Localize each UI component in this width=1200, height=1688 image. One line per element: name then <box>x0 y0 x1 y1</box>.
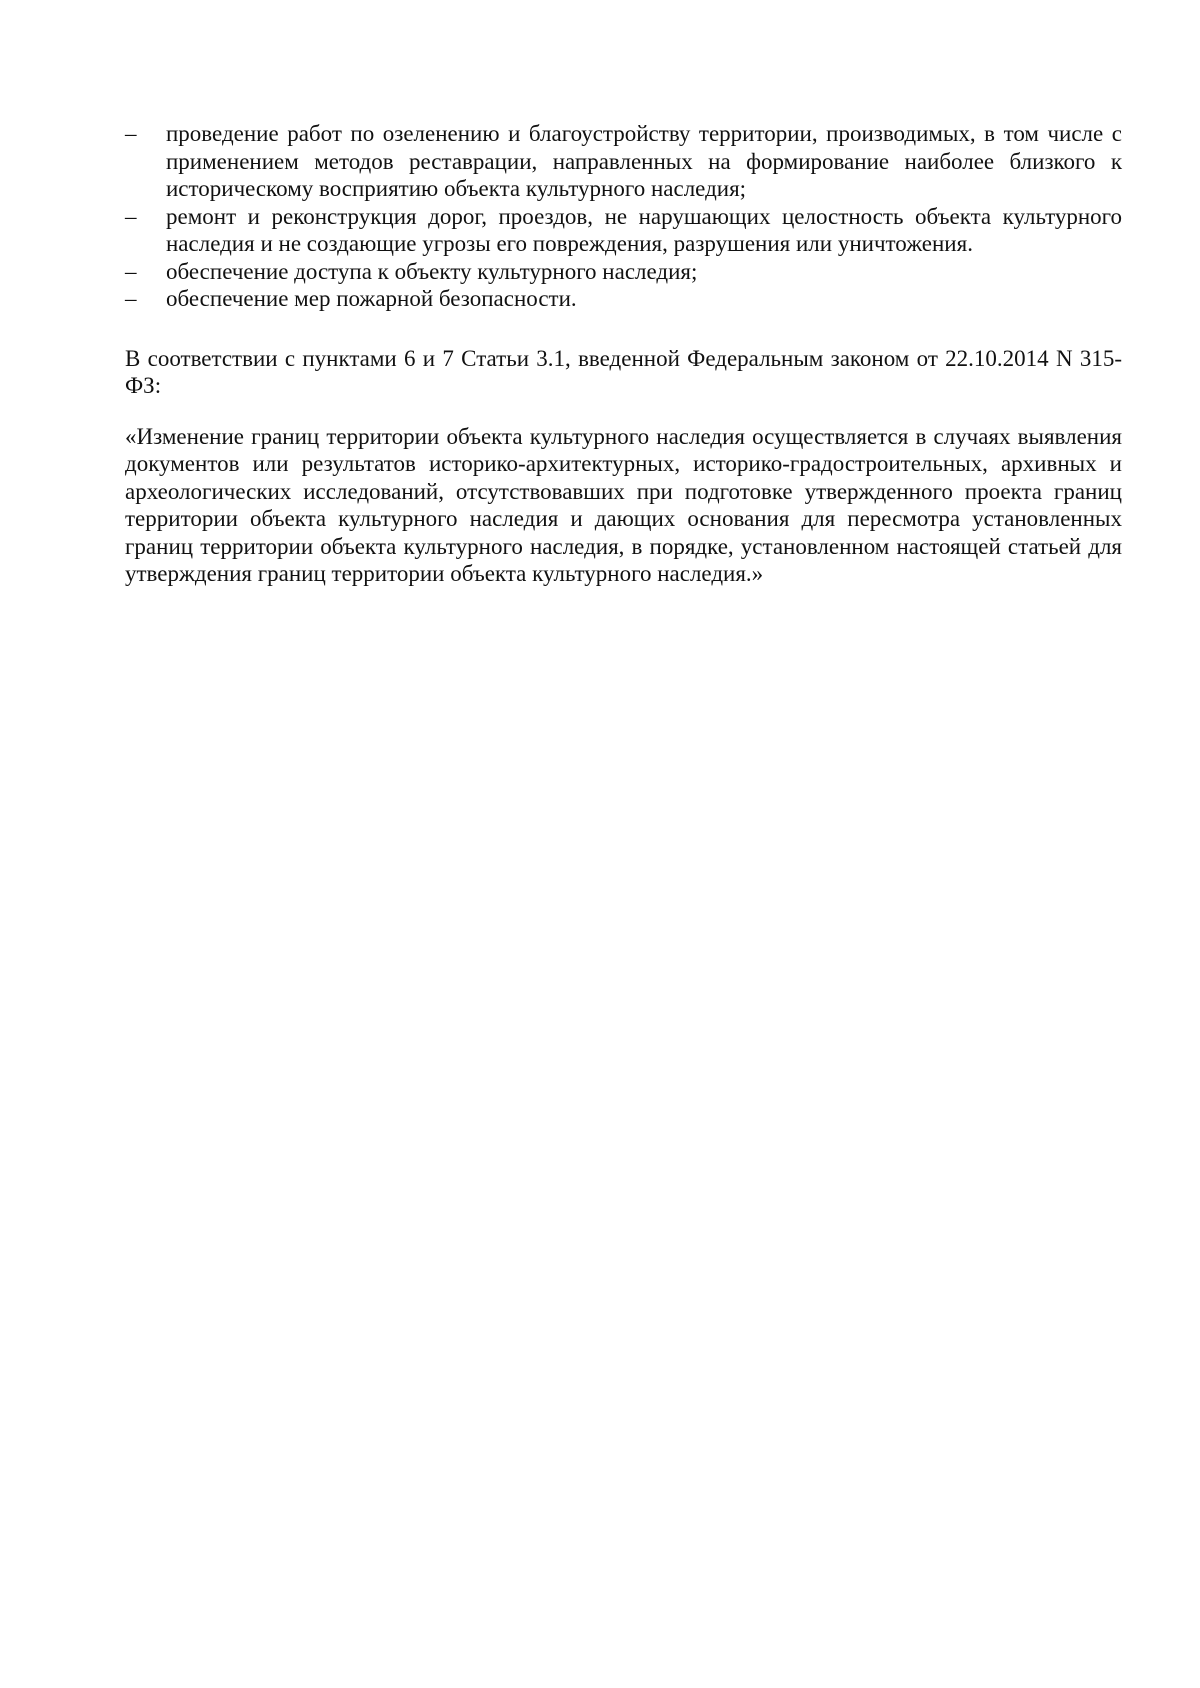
dash-bullet-icon: – <box>125 121 137 146</box>
list-item <box>125 285 1122 313</box>
list-item <box>125 203 1122 258</box>
bullet-list <box>125 120 1122 313</box>
quote-paragraph: «Изменение границ территории объекта культурного наследия осуществляется в случаях выявления документов или результатов историко-архитектурных, историко-градостроительных, архивных и археологических исследований, отсутствовавших при подготовке утвержденного проекта границ территории объекта культурного наследия и дающих основания для пересмотра установленных границ территории объекта культурного наследия, в порядке, установленном настоящей статьей для утверждения границ территории объекта культурного наследия.» <box>125 423 1122 586</box>
dash-bullet-icon: – <box>125 258 137 284</box>
document-body <box>125 120 1122 588</box>
intro-paragraph: В соответствии с пунктами 6 и 7 Статьи 3.1, введенной Федеральным законом от 22.10.2014 N 315-ФЗ: <box>125 345 1122 398</box>
list-item-text: ремонт и реконструкция дорог, проездов, не нарушающих целостность объекта культурного наследия и не создающие угрозы его повреждения, разрушения или уничтожения. <box>166 203 1122 256</box>
list-item-text: обеспечение мер пожарной безопасности. <box>166 286 577 311</box>
dash-bullet-icon: – <box>125 286 137 311</box>
list-item <box>125 258 1122 286</box>
dash-bullet-icon: – <box>125 203 137 229</box>
list-item-text: обеспечение доступа к объекту культурного наследия; <box>166 258 698 284</box>
list-item <box>125 120 1122 203</box>
list-item-text: проведение работ по озеленению и благоустройству территории, производимых, в том числе с применением методов реставрации, направленных на формирование наиболее близкого к историческому восприятию объекта культурного наследия; <box>166 121 1122 201</box>
